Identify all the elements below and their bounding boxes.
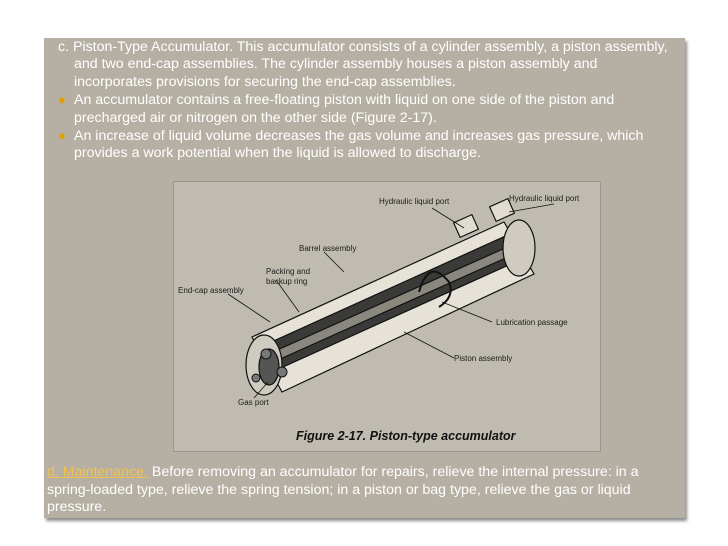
bullet-text: An increase of liquid volume decreases the gas volume and increases gas pressure, which provides a work potential when the liquid is allowed to discharge. bbox=[74, 128, 644, 162]
hydraulic-port-label: Hydraulic liquid port bbox=[379, 197, 450, 206]
bullet-text: An accumulator contains a free-floating piston with liquid on one side of the piston and precharged air or nitrogen on the other side (Figure 2-17). bbox=[74, 92, 615, 126]
intro-paragraph: c. Piston-Type Accumulator. This accumulator consists of a cylinder assembly, a piston assembly, and two end-cap assemblies. The cylinder assembly houses a piston assembly and incorporates provisions for securing the end-cap assemblies. bbox=[58, 39, 668, 90]
maintenance-title: d. Maintenance. bbox=[47, 464, 148, 480]
figure-caption: Figure 2-17. Piston-type accumulator bbox=[296, 429, 516, 443]
packing-label: Packing and bbox=[266, 267, 311, 276]
maintenance-text: Before removing an accumulator for repairs, relieve the internal pressure: in a spring-loaded type, relieve the spring tension; in a piston or bag type, relieve the gas or liquid pressure. bbox=[47, 464, 639, 516]
packing-label-line2: backup ring bbox=[266, 277, 308, 286]
lubrication-passage-label: Lubrication passage bbox=[496, 318, 568, 327]
accumulator-drawing bbox=[174, 182, 600, 451]
figure-image bbox=[173, 181, 601, 452]
bullet-item bbox=[58, 91, 678, 127]
bullet-icon: ● bbox=[58, 128, 66, 144]
bullet-icon: ● bbox=[58, 92, 66, 108]
hydraulic-port-label: Hydraulic liquid port bbox=[509, 194, 580, 203]
maintenance-paragraph bbox=[47, 464, 677, 517]
barrel-assembly-label: Barrel assembly bbox=[299, 244, 357, 253]
end-cap-label: End-cap assembly bbox=[178, 286, 244, 295]
gas-port-label: Gas port bbox=[238, 398, 269, 407]
piston-assembly-label: Piston assembly bbox=[454, 354, 513, 363]
bullet-item bbox=[58, 127, 678, 163]
top-text-block bbox=[58, 39, 678, 163]
